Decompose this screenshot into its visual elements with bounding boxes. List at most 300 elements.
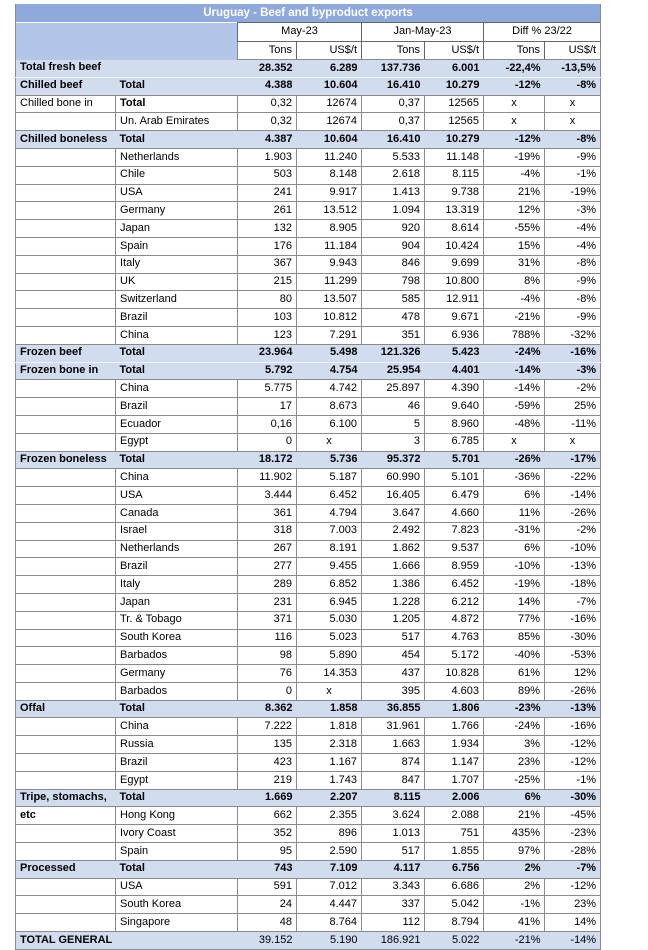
country-cell: Spain bbox=[116, 843, 238, 861]
category-cell bbox=[16, 896, 116, 914]
value-cell: 6.212 bbox=[425, 593, 484, 611]
value-cell: -59% bbox=[484, 398, 545, 416]
value-cell: 798 bbox=[362, 273, 425, 291]
value-cell: 0,37 bbox=[362, 95, 425, 113]
country-cell: China bbox=[116, 326, 238, 344]
country-cell: UK bbox=[116, 273, 238, 291]
table-row bbox=[16, 95, 601, 113]
value-cell: 186.921 bbox=[362, 932, 425, 950]
value-cell: 478 bbox=[362, 309, 425, 327]
value-cell: 1.228 bbox=[362, 593, 425, 611]
category-cell bbox=[16, 576, 116, 594]
value-cell: -3% bbox=[545, 362, 601, 380]
value-cell: 8.960 bbox=[425, 415, 484, 433]
country-cell: Brazil bbox=[116, 309, 238, 327]
exports-table bbox=[15, 4, 601, 950]
value-cell: 11.240 bbox=[297, 148, 362, 166]
category-cell bbox=[16, 309, 116, 327]
value-cell: 1.663 bbox=[362, 736, 425, 754]
value-cell: 77% bbox=[484, 611, 545, 629]
value-cell: 3.444 bbox=[238, 487, 297, 505]
value-cell: 2.492 bbox=[362, 522, 425, 540]
value-cell: 289 bbox=[238, 576, 297, 594]
country-cell: Canada bbox=[116, 504, 238, 522]
subtotal-row bbox=[16, 860, 601, 878]
subtotal-row bbox=[16, 932, 601, 950]
value-cell: 5.775 bbox=[238, 380, 297, 398]
table-row bbox=[16, 380, 601, 398]
value-cell: 3.343 bbox=[362, 878, 425, 896]
subtotal-row bbox=[16, 451, 601, 469]
value-cell: 116 bbox=[238, 629, 297, 647]
country-cell: Chile bbox=[116, 166, 238, 184]
table-row bbox=[16, 878, 601, 896]
country-cell: Total bbox=[116, 860, 238, 878]
value-cell: -22,4% bbox=[484, 60, 545, 78]
country-cell: Total bbox=[116, 344, 238, 362]
value-cell: 1.205 bbox=[362, 611, 425, 629]
table-row bbox=[16, 825, 601, 843]
value-cell: -4% bbox=[545, 220, 601, 238]
value-cell: 7.109 bbox=[297, 860, 362, 878]
value-cell: 8.614 bbox=[425, 220, 484, 238]
header-corner-block bbox=[16, 23, 238, 60]
category-cell bbox=[16, 166, 116, 184]
category-cell bbox=[16, 220, 116, 238]
value-cell: -11% bbox=[545, 415, 601, 433]
value-cell: 6.452 bbox=[297, 487, 362, 505]
value-cell: -24% bbox=[484, 344, 545, 362]
country-cell: Japan bbox=[116, 220, 238, 238]
category-cell bbox=[16, 540, 116, 558]
country-cell: Singapore bbox=[116, 914, 238, 932]
category-cell: Frozen bone in bbox=[16, 362, 116, 380]
category-cell bbox=[16, 843, 116, 861]
table-title: Uruguay - Beef and byproduct exports bbox=[16, 4, 601, 23]
table-row bbox=[16, 540, 601, 558]
value-cell: 11.184 bbox=[297, 237, 362, 255]
country-cell: Russia bbox=[116, 736, 238, 754]
value-cell: 662 bbox=[238, 807, 297, 825]
value-cell: 8.115 bbox=[362, 789, 425, 807]
value-cell: x bbox=[545, 433, 601, 451]
value-cell: -12% bbox=[484, 77, 545, 95]
value-cell: 80 bbox=[238, 291, 297, 309]
table-row bbox=[16, 469, 601, 487]
value-cell: -8% bbox=[545, 131, 601, 149]
country-cell: China bbox=[116, 469, 238, 487]
value-cell: 3 bbox=[362, 433, 425, 451]
value-cell: 12% bbox=[545, 665, 601, 683]
value-cell: -10% bbox=[484, 558, 545, 576]
value-cell: -3% bbox=[545, 202, 601, 220]
value-cell: 1.862 bbox=[362, 540, 425, 558]
value-cell: 4.872 bbox=[425, 611, 484, 629]
value-cell: 12674 bbox=[297, 95, 362, 113]
value-cell: 5.890 bbox=[297, 647, 362, 665]
value-cell: 28.352 bbox=[238, 60, 297, 78]
value-cell: 13.319 bbox=[425, 202, 484, 220]
value-cell: -30% bbox=[545, 629, 601, 647]
value-cell: 4.603 bbox=[425, 682, 484, 700]
value-cell: 5.022 bbox=[425, 932, 484, 950]
value-cell: -31% bbox=[484, 522, 545, 540]
value-cell: 4.387 bbox=[238, 131, 297, 149]
value-cell: -14% bbox=[484, 362, 545, 380]
value-cell: 215 bbox=[238, 273, 297, 291]
value-cell: 6.479 bbox=[425, 487, 484, 505]
table-row bbox=[16, 896, 601, 914]
column-header-usdt-3: US$/t bbox=[545, 42, 601, 60]
value-cell: 23% bbox=[484, 754, 545, 772]
value-cell: -1% bbox=[545, 771, 601, 789]
value-cell: -14% bbox=[484, 380, 545, 398]
value-cell: 16.405 bbox=[362, 487, 425, 505]
value-cell: 8.673 bbox=[297, 398, 362, 416]
value-cell: 517 bbox=[362, 843, 425, 861]
table-row bbox=[16, 629, 601, 647]
value-cell: 0,16 bbox=[238, 415, 297, 433]
value-cell: -21% bbox=[484, 309, 545, 327]
value-cell: -19% bbox=[545, 184, 601, 202]
value-cell: 11.902 bbox=[238, 469, 297, 487]
subtotal-row bbox=[16, 700, 601, 718]
value-cell: 6.785 bbox=[425, 433, 484, 451]
value-cell: 7.823 bbox=[425, 522, 484, 540]
value-cell: 8.959 bbox=[425, 558, 484, 576]
country-cell: USA bbox=[116, 184, 238, 202]
value-cell: 1.743 bbox=[297, 771, 362, 789]
value-cell: 60.990 bbox=[362, 469, 425, 487]
value-cell: 95.372 bbox=[362, 451, 425, 469]
value-cell: 17 bbox=[238, 398, 297, 416]
value-cell: 21% bbox=[484, 807, 545, 825]
value-cell: 5.423 bbox=[425, 344, 484, 362]
value-cell: -19% bbox=[484, 148, 545, 166]
value-cell: 4.742 bbox=[297, 380, 362, 398]
period-header-row bbox=[16, 23, 601, 42]
table-row bbox=[16, 576, 601, 594]
value-cell: 9.699 bbox=[425, 255, 484, 273]
value-cell: 103 bbox=[238, 309, 297, 327]
country-cell: Switzerland bbox=[116, 291, 238, 309]
table-row bbox=[16, 166, 601, 184]
value-cell: 121.326 bbox=[362, 344, 425, 362]
country-cell: Brazil bbox=[116, 558, 238, 576]
value-cell: 1.013 bbox=[362, 825, 425, 843]
value-cell: -18% bbox=[545, 576, 601, 594]
country-cell: Brazil bbox=[116, 754, 238, 772]
category-cell: Chilled boneless bbox=[16, 131, 116, 149]
value-cell: 4.660 bbox=[425, 504, 484, 522]
value-cell: 846 bbox=[362, 255, 425, 273]
value-cell: 0,37 bbox=[362, 113, 425, 131]
table-row bbox=[16, 718, 601, 736]
column-group-may23: May-23 bbox=[238, 23, 362, 42]
value-cell: 751 bbox=[425, 825, 484, 843]
value-cell: x bbox=[545, 95, 601, 113]
subtotal-row bbox=[16, 362, 601, 380]
value-cell: 4.388 bbox=[238, 77, 297, 95]
value-cell: 5.101 bbox=[425, 469, 484, 487]
country-cell bbox=[116, 932, 238, 950]
value-cell: 1.903 bbox=[238, 148, 297, 166]
country-cell: Hong Kong bbox=[116, 807, 238, 825]
table-row bbox=[16, 487, 601, 505]
table-row bbox=[16, 309, 601, 327]
title-row bbox=[16, 4, 601, 23]
country-cell: Egypt bbox=[116, 771, 238, 789]
country-cell: Italy bbox=[116, 255, 238, 273]
value-cell: x bbox=[484, 433, 545, 451]
value-cell: -14% bbox=[545, 932, 601, 950]
column-header-tons-2: Tons bbox=[362, 42, 425, 60]
value-cell: 896 bbox=[297, 825, 362, 843]
country-cell: Ivory Coast bbox=[116, 825, 238, 843]
subtotal-row bbox=[16, 344, 601, 362]
value-cell: -32% bbox=[545, 326, 601, 344]
country-cell: Total bbox=[116, 77, 238, 95]
value-cell: -16% bbox=[545, 344, 601, 362]
value-cell: 46 bbox=[362, 398, 425, 416]
value-cell: 5.498 bbox=[297, 344, 362, 362]
category-cell: Offal bbox=[16, 700, 116, 718]
value-cell: -30% bbox=[545, 789, 601, 807]
table-row bbox=[16, 273, 601, 291]
subtotal-row bbox=[16, 789, 601, 807]
table-row bbox=[16, 522, 601, 540]
value-cell: 97% bbox=[484, 843, 545, 861]
value-cell: -4% bbox=[484, 291, 545, 309]
value-cell: x bbox=[484, 113, 545, 131]
value-cell: 25% bbox=[545, 398, 601, 416]
value-cell: -1% bbox=[545, 166, 601, 184]
table-row bbox=[16, 291, 601, 309]
category-cell bbox=[16, 237, 116, 255]
table-row bbox=[16, 237, 601, 255]
column-header-tons-3: Tons bbox=[484, 42, 545, 60]
value-cell: -26% bbox=[545, 504, 601, 522]
spreadsheet-area bbox=[15, 4, 601, 950]
value-cell: 15% bbox=[484, 237, 545, 255]
value-cell: -48% bbox=[484, 415, 545, 433]
value-cell: 10.279 bbox=[425, 77, 484, 95]
value-cell: 1.413 bbox=[362, 184, 425, 202]
category-cell: Total fresh beef bbox=[16, 60, 116, 78]
category-cell bbox=[16, 202, 116, 220]
value-cell: 89% bbox=[484, 682, 545, 700]
table-row bbox=[16, 433, 601, 451]
country-cell: Germany bbox=[116, 665, 238, 683]
table-row bbox=[16, 148, 601, 166]
value-cell: 0 bbox=[238, 682, 297, 700]
value-cell: -7% bbox=[545, 593, 601, 611]
value-cell: 241 bbox=[238, 184, 297, 202]
value-cell: 8.794 bbox=[425, 914, 484, 932]
value-cell: 6.100 bbox=[297, 415, 362, 433]
value-cell: 9.917 bbox=[297, 184, 362, 202]
value-cell: -24% bbox=[484, 718, 545, 736]
country-cell: Japan bbox=[116, 593, 238, 611]
value-cell: 10.279 bbox=[425, 131, 484, 149]
value-cell: 874 bbox=[362, 754, 425, 772]
value-cell: 1.666 bbox=[362, 558, 425, 576]
table-row bbox=[16, 593, 601, 611]
value-cell: -45% bbox=[545, 807, 601, 825]
value-cell: 5.030 bbox=[297, 611, 362, 629]
value-cell: 435% bbox=[484, 825, 545, 843]
value-cell: 4.117 bbox=[362, 860, 425, 878]
value-cell: x bbox=[297, 682, 362, 700]
value-cell: 10.424 bbox=[425, 237, 484, 255]
category-cell bbox=[16, 326, 116, 344]
category-cell bbox=[16, 771, 116, 789]
value-cell: 395 bbox=[362, 682, 425, 700]
value-cell: 95 bbox=[238, 843, 297, 861]
value-cell: 454 bbox=[362, 647, 425, 665]
value-cell: 12674 bbox=[297, 113, 362, 131]
value-cell: 261 bbox=[238, 202, 297, 220]
value-cell: -12% bbox=[545, 736, 601, 754]
value-cell: 2% bbox=[484, 860, 545, 878]
category-cell bbox=[16, 398, 116, 416]
value-cell: 24 bbox=[238, 896, 297, 914]
value-cell: 12.911 bbox=[425, 291, 484, 309]
category-cell: Processed bbox=[16, 860, 116, 878]
value-cell: 137.736 bbox=[362, 60, 425, 78]
value-cell: 2.088 bbox=[425, 807, 484, 825]
value-cell: 12565 bbox=[425, 95, 484, 113]
value-cell: 10.604 bbox=[297, 77, 362, 95]
value-cell: 11.148 bbox=[425, 148, 484, 166]
value-cell: -19% bbox=[484, 576, 545, 594]
table-row bbox=[16, 914, 601, 932]
category-cell: Chilled beef bbox=[16, 77, 116, 95]
value-cell: 23.964 bbox=[238, 344, 297, 362]
country-cell: Ecuador bbox=[116, 415, 238, 433]
country-cell: Egypt bbox=[116, 433, 238, 451]
value-cell: -4% bbox=[484, 166, 545, 184]
category-cell bbox=[16, 148, 116, 166]
country-cell: Total bbox=[116, 95, 238, 113]
value-cell: 591 bbox=[238, 878, 297, 896]
value-cell: 5 bbox=[362, 415, 425, 433]
value-cell: 6.452 bbox=[425, 576, 484, 594]
value-cell: 10.812 bbox=[297, 309, 362, 327]
country-cell: South Korea bbox=[116, 629, 238, 647]
table-row bbox=[16, 682, 601, 700]
value-cell: -10% bbox=[545, 540, 601, 558]
value-cell: 503 bbox=[238, 166, 297, 184]
value-cell: 5.736 bbox=[297, 451, 362, 469]
value-cell: 48 bbox=[238, 914, 297, 932]
category-cell bbox=[16, 825, 116, 843]
value-cell: 36.855 bbox=[362, 700, 425, 718]
value-cell: -1% bbox=[484, 896, 545, 914]
value-cell: -26% bbox=[545, 682, 601, 700]
table-row bbox=[16, 647, 601, 665]
table-row bbox=[16, 843, 601, 861]
value-cell: 98 bbox=[238, 647, 297, 665]
country-cell: Israel bbox=[116, 522, 238, 540]
value-cell: 8.191 bbox=[297, 540, 362, 558]
country-cell: Total bbox=[116, 700, 238, 718]
value-cell: -14% bbox=[545, 487, 601, 505]
table-row bbox=[16, 807, 601, 825]
table-row bbox=[16, 754, 601, 772]
category-cell bbox=[16, 415, 116, 433]
value-cell: 5.172 bbox=[425, 647, 484, 665]
category-cell: TOTAL GENERAL bbox=[16, 932, 116, 950]
category-cell bbox=[16, 558, 116, 576]
value-cell: 423 bbox=[238, 754, 297, 772]
category-cell bbox=[16, 754, 116, 772]
category-cell bbox=[16, 736, 116, 754]
value-cell: -23% bbox=[545, 825, 601, 843]
value-cell: 6.756 bbox=[425, 860, 484, 878]
category-cell bbox=[16, 487, 116, 505]
value-cell: 231 bbox=[238, 593, 297, 611]
category-cell bbox=[16, 593, 116, 611]
value-cell: 21% bbox=[484, 184, 545, 202]
category-cell: Chilled bone in bbox=[16, 95, 116, 113]
value-cell: 2% bbox=[484, 878, 545, 896]
value-cell: 7.291 bbox=[297, 326, 362, 344]
value-cell: 352 bbox=[238, 825, 297, 843]
column-header-usdt-2: US$/t bbox=[425, 42, 484, 60]
value-cell: x bbox=[545, 113, 601, 131]
value-cell: -8% bbox=[545, 255, 601, 273]
value-cell: -22% bbox=[545, 469, 601, 487]
country-cell: Barbados bbox=[116, 682, 238, 700]
value-cell: -53% bbox=[545, 647, 601, 665]
category-cell: etc bbox=[16, 807, 116, 825]
value-cell: 6.936 bbox=[425, 326, 484, 344]
value-cell: -12% bbox=[545, 878, 601, 896]
value-cell: 18.172 bbox=[238, 451, 297, 469]
value-cell: 1.818 bbox=[297, 718, 362, 736]
column-group-diff: Diff % 23/22 bbox=[484, 23, 601, 42]
value-cell: -2% bbox=[545, 522, 601, 540]
category-cell bbox=[16, 611, 116, 629]
value-cell: 1.766 bbox=[425, 718, 484, 736]
value-cell: 6% bbox=[484, 789, 545, 807]
value-cell: 14.353 bbox=[297, 665, 362, 683]
table-row bbox=[16, 220, 601, 238]
value-cell: 0,32 bbox=[238, 95, 297, 113]
value-cell: 847 bbox=[362, 771, 425, 789]
value-cell: 1.386 bbox=[362, 576, 425, 594]
value-cell: 13.507 bbox=[297, 291, 362, 309]
country-cell: Total bbox=[116, 131, 238, 149]
value-cell: 6.945 bbox=[297, 593, 362, 611]
category-cell bbox=[16, 273, 116, 291]
category-cell bbox=[16, 255, 116, 273]
value-cell: 8.905 bbox=[297, 220, 362, 238]
value-cell: 337 bbox=[362, 896, 425, 914]
category-cell bbox=[16, 113, 116, 131]
value-cell: 2.355 bbox=[297, 807, 362, 825]
value-cell: 176 bbox=[238, 237, 297, 255]
value-cell: -40% bbox=[484, 647, 545, 665]
country-cell bbox=[116, 60, 238, 78]
value-cell: -9% bbox=[545, 148, 601, 166]
category-cell bbox=[16, 682, 116, 700]
table-row bbox=[16, 736, 601, 754]
value-cell: x bbox=[297, 433, 362, 451]
table-row bbox=[16, 202, 601, 220]
category-cell bbox=[16, 469, 116, 487]
